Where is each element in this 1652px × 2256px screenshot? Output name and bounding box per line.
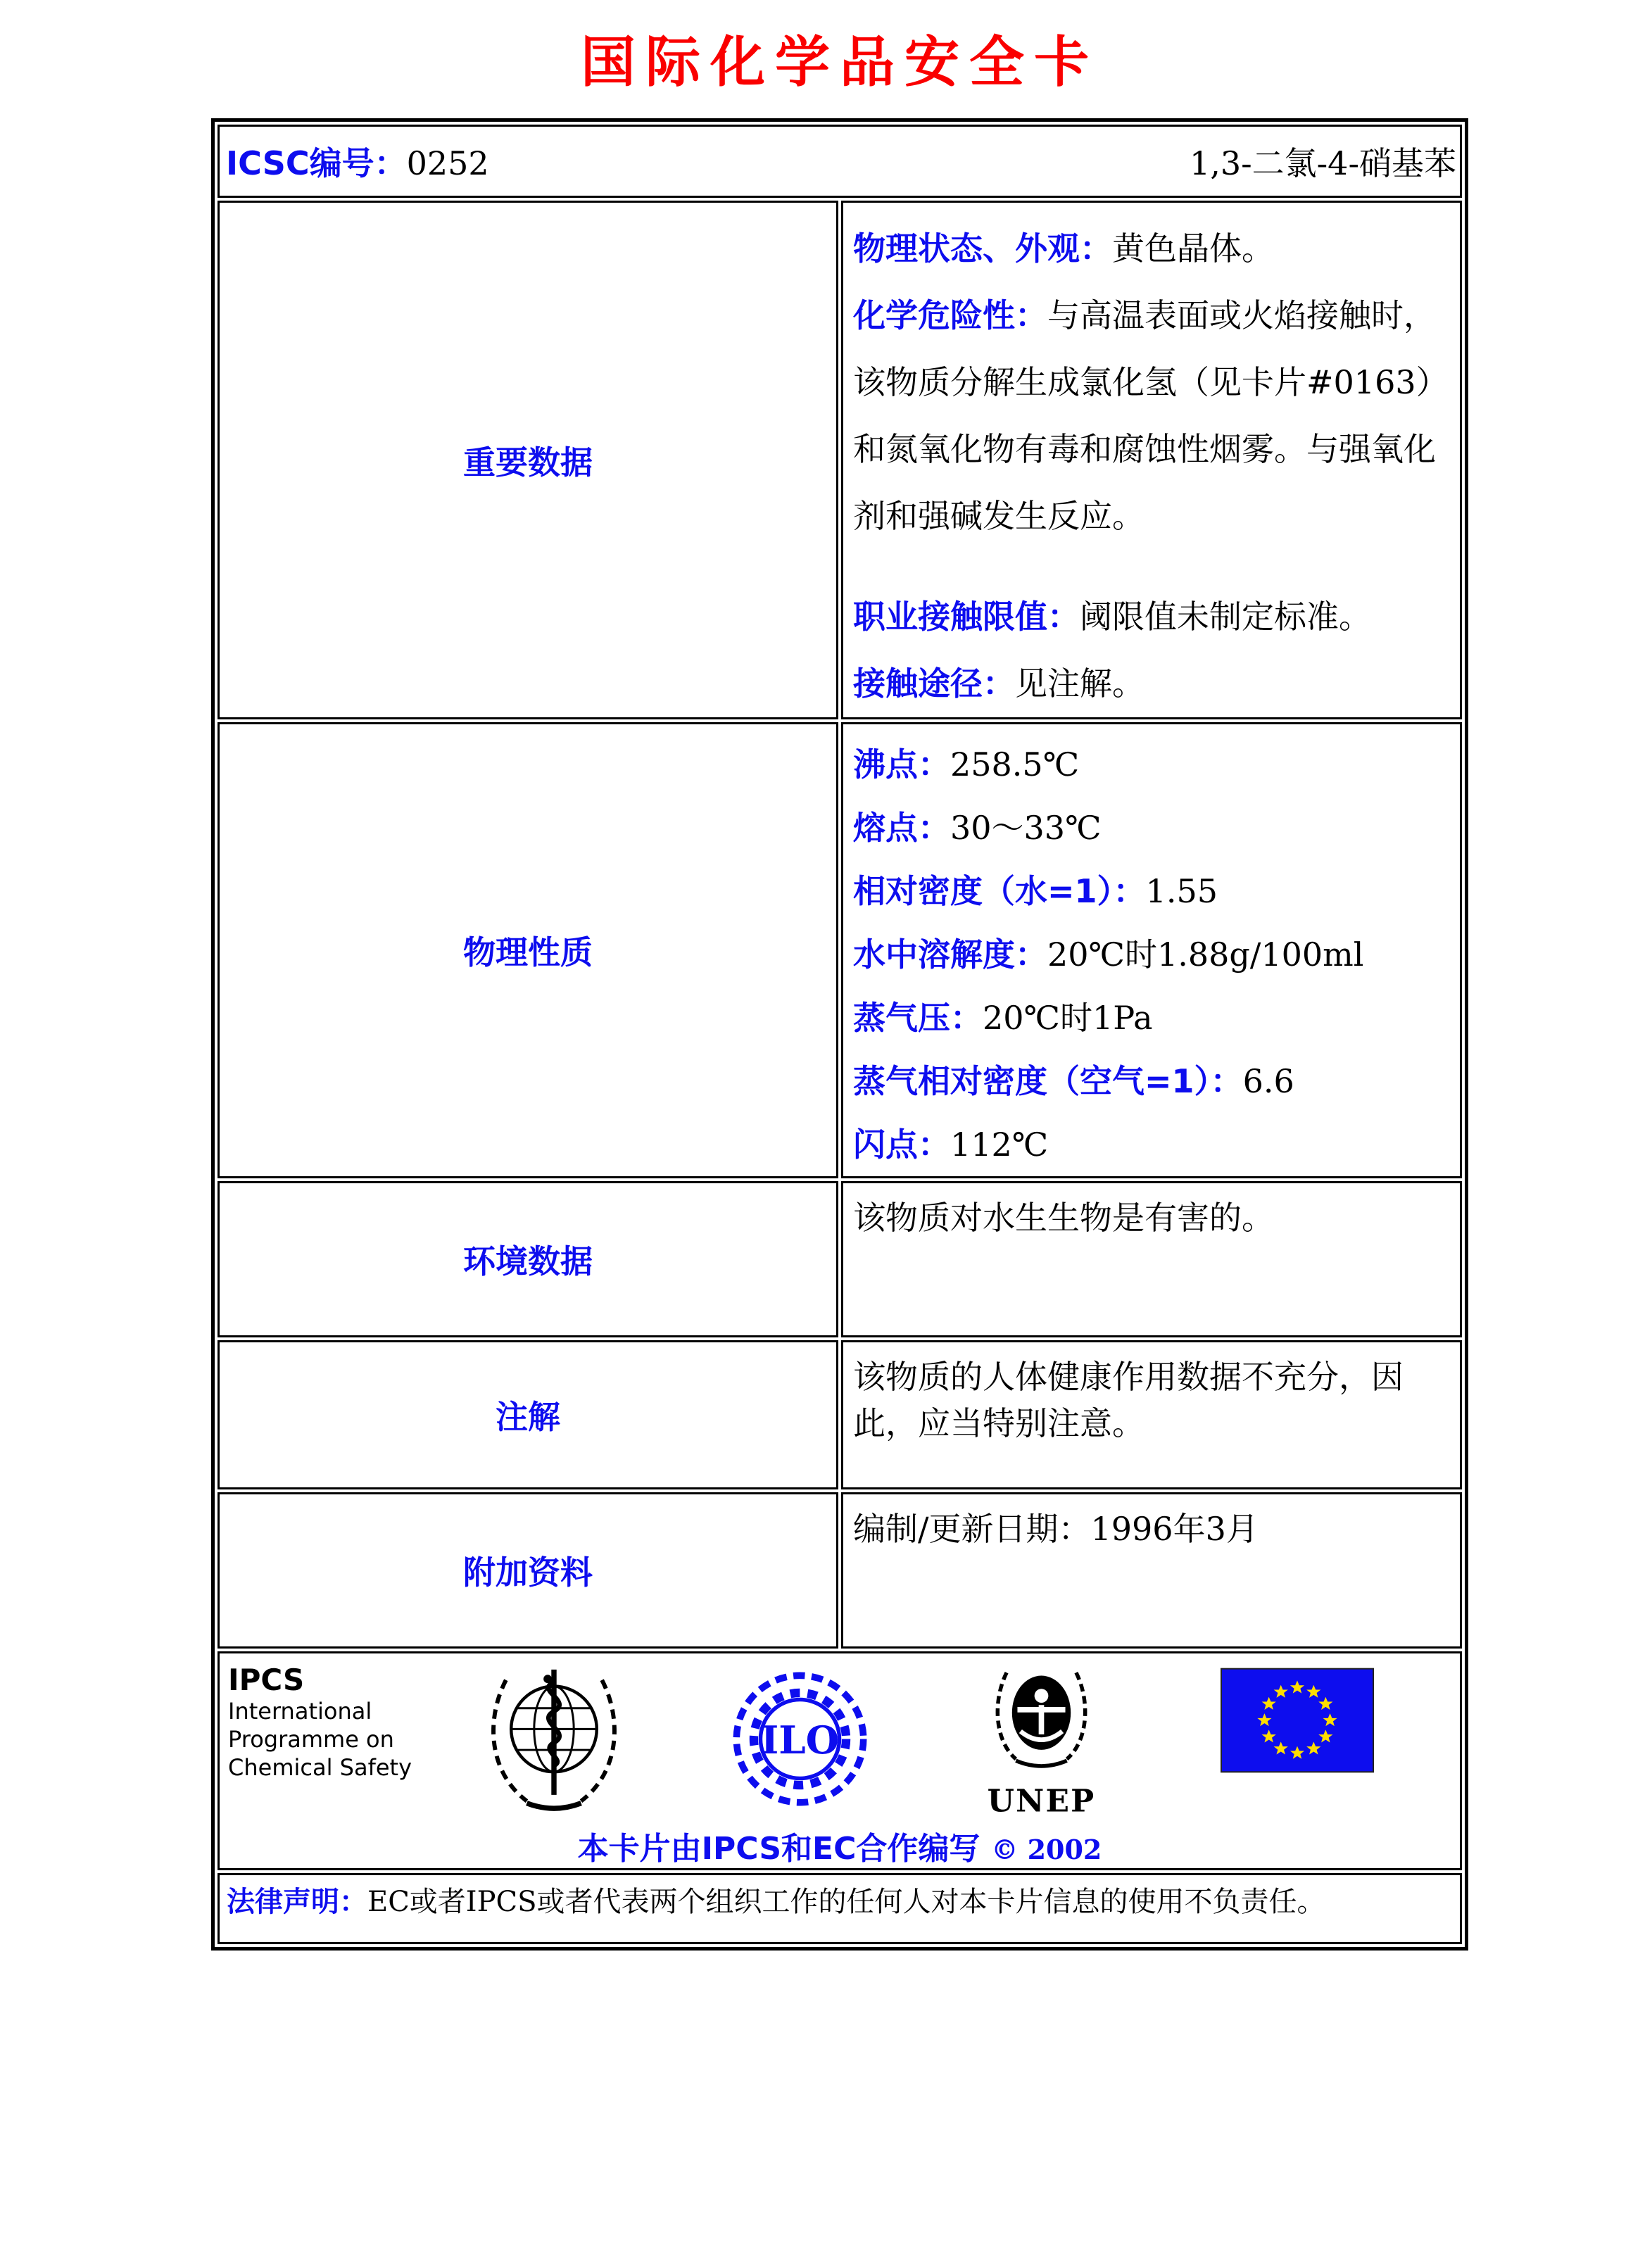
unep-logo-icon bbox=[983, 1663, 1099, 1822]
important-data-row-label: 重要数据 bbox=[217, 201, 838, 719]
physical-state-value: 黄色晶体。 bbox=[1112, 229, 1274, 267]
vapor-density-label: 蒸气相对密度（空气=1）： bbox=[853, 1062, 1243, 1100]
safety-card-document bbox=[211, 18, 1468, 1951]
legal-notice-row bbox=[217, 1873, 1462, 1944]
exposure-route-line bbox=[853, 650, 1450, 717]
physical-properties-row bbox=[217, 722, 1462, 1178]
credit-text: 本卡片由IPCS和EC合作编写 bbox=[577, 1831, 981, 1867]
chemical-danger-label: 化学危险性： bbox=[853, 296, 1047, 334]
physical-properties-content bbox=[841, 722, 1462, 1178]
legal-notice-label: 法律声明： bbox=[227, 1886, 367, 1918]
notes-row-label: 注解 bbox=[217, 1340, 838, 1489]
legal-notice-text: EC或者IPCS或者代表两个组织工作的任何人对本卡片信息的使用不负责任。 bbox=[367, 1886, 1325, 1918]
vapor-pressure-line bbox=[853, 986, 1450, 1050]
occupational-limit-value: 阈限值未制定标准。 bbox=[1080, 598, 1371, 636]
icsc-number-group bbox=[226, 138, 489, 184]
relative-density-line bbox=[853, 859, 1450, 923]
page-title: 国际化学品安全卡 bbox=[580, 30, 1099, 94]
melting-point-value: 30～33℃ bbox=[950, 809, 1102, 847]
exposure-route-label: 接触途径： bbox=[853, 664, 1015, 702]
environmental-data-row-label: 环境数据 bbox=[217, 1181, 838, 1337]
additional-info-row-label: 附加资料 bbox=[217, 1492, 838, 1649]
credit-line bbox=[228, 1823, 1451, 1868]
eu-flag-icon bbox=[1221, 1668, 1374, 1773]
vapor-density-line bbox=[853, 1050, 1450, 1113]
vapor-pressure-value: 20℃时1Pa bbox=[983, 999, 1153, 1037]
boiling-point-line bbox=[853, 733, 1450, 796]
environmental-data-row bbox=[217, 1181, 1462, 1337]
ipcs-line-2: Programme on bbox=[228, 1726, 394, 1753]
ipcs-line-1: International bbox=[228, 1698, 372, 1725]
safety-card-table bbox=[211, 118, 1468, 1951]
notes-row bbox=[217, 1340, 1462, 1489]
notes-text: 该物质的人体健康作用数据不充分，因此，应当特别注意。 bbox=[853, 1358, 1404, 1442]
important-data-content bbox=[841, 201, 1462, 719]
occupational-limit-label: 职业接触限值： bbox=[853, 598, 1080, 636]
header-row bbox=[217, 125, 1462, 198]
update-date-label: 编制/更新日期： bbox=[853, 1510, 1091, 1548]
ipcs-text-block bbox=[228, 1663, 418, 1782]
who-logo-icon bbox=[480, 1663, 628, 1815]
flash-point-label: 闪点： bbox=[853, 1126, 950, 1164]
chemical-name: 1,3-二氯-4-硝基苯 bbox=[1189, 144, 1456, 182]
occupational-limit-line bbox=[853, 584, 1450, 650]
water-solubility-value: 20℃时1.88g/100ml bbox=[1047, 935, 1364, 973]
additional-info-row bbox=[217, 1492, 1462, 1649]
melting-point-line bbox=[853, 796, 1450, 859]
physical-state-label: 物理状态、外观： bbox=[853, 229, 1112, 267]
ilo-logo-text: ILO bbox=[760, 1718, 840, 1763]
card-header bbox=[220, 127, 1459, 195]
boiling-point-value: 258.5℃ bbox=[950, 745, 1080, 783]
water-solubility-line bbox=[853, 923, 1450, 986]
vapor-density-value: 6.6 bbox=[1242, 1062, 1294, 1100]
update-date-value: 1996年3月 bbox=[1090, 1510, 1259, 1548]
ilo-logo-icon bbox=[728, 1663, 872, 1815]
flash-point-value: 112℃ bbox=[950, 1126, 1049, 1164]
relative-density-value: 1.55 bbox=[1145, 872, 1218, 910]
vapor-pressure-label: 蒸气压： bbox=[853, 999, 983, 1037]
icsc-number-value: 0252 bbox=[406, 144, 489, 182]
flash-point-line bbox=[853, 1113, 1450, 1176]
ipcs-line-3: Chemical Safety bbox=[228, 1754, 412, 1782]
exposure-route-value: 见注解。 bbox=[1015, 664, 1145, 702]
chemical-danger-value: 与高温表面或火焰接触时，该物质分解生成氯化氢（见卡片#0163）和氮氧化物有毒和腐蚀性烟雾。与强氧化剂和强碱发生反应。 bbox=[853, 296, 1449, 535]
boiling-point-label: 沸点： bbox=[853, 745, 950, 783]
copyright-text: © 2002 bbox=[991, 1834, 1102, 1865]
melting-point-label: 熔点： bbox=[853, 809, 950, 847]
physical-properties-row-label: 物理性质 bbox=[217, 722, 838, 1178]
unep-logo-text: UNEP bbox=[987, 1783, 1096, 1820]
water-solubility-label: 水中溶解度： bbox=[853, 935, 1047, 973]
physical-state-line bbox=[853, 215, 1450, 282]
relative-density-label: 相对密度（水=1）： bbox=[853, 872, 1146, 910]
chemical-danger-line bbox=[853, 282, 1450, 550]
logos-row bbox=[217, 1651, 1462, 1870]
important-data-row bbox=[217, 201, 1462, 719]
icsc-number-label: ICSC编号： bbox=[226, 144, 407, 182]
ipcs-acronym: IPCS bbox=[228, 1663, 305, 1697]
environmental-data-text: 该物质对水生生物是有害的。 bbox=[853, 1199, 1274, 1237]
organization-logos bbox=[228, 1663, 1451, 1822]
